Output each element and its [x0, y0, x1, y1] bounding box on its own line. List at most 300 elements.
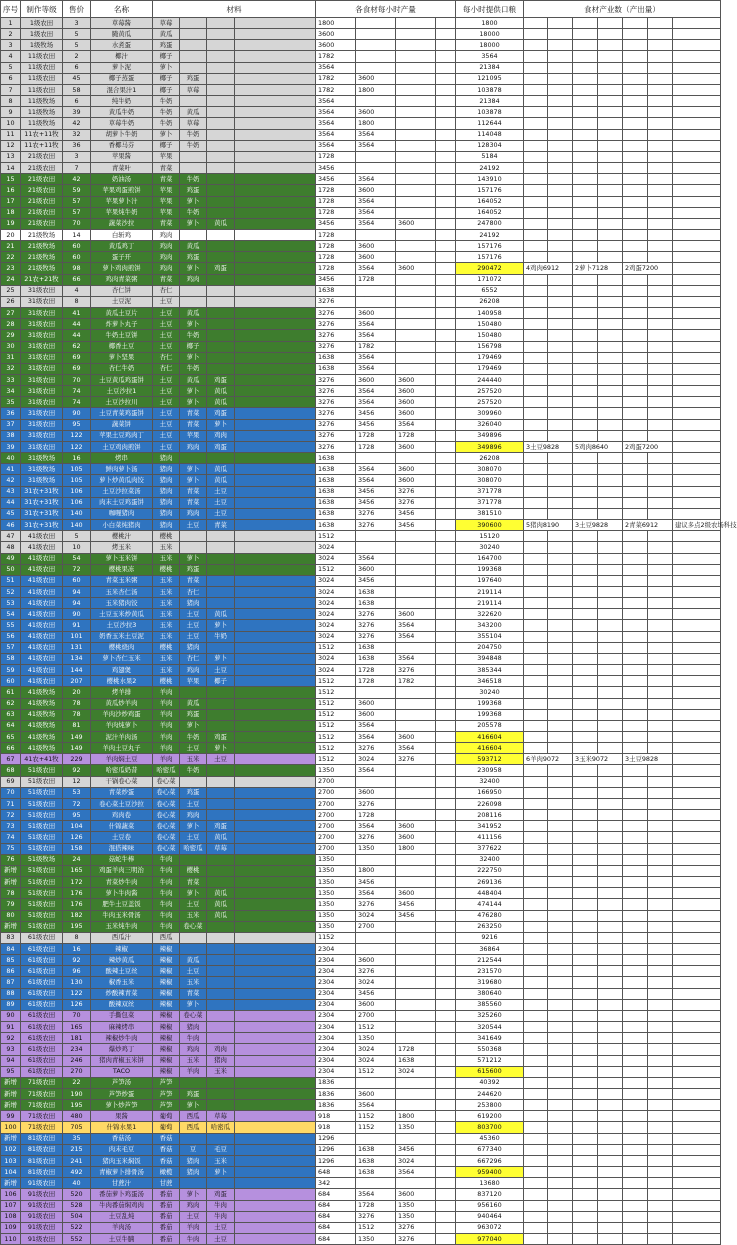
- row-price: 122: [63, 441, 91, 452]
- table-row: [1, 497, 721, 508]
- row-note-empty: [573, 1155, 598, 1166]
- row-output-1: 3564: [316, 118, 356, 129]
- row-price: 60: [63, 241, 91, 252]
- row-id: 91: [1, 1022, 21, 1033]
- row-material-2: 猪肉: [180, 642, 207, 653]
- row-output-3: 3456: [396, 508, 436, 519]
- row-note-empty: [573, 564, 598, 575]
- row-output-3: [396, 586, 436, 597]
- row-price: 182: [63, 910, 91, 921]
- row-material-spacer: [235, 508, 316, 519]
- row-price: 149: [63, 732, 91, 743]
- row-hourly-ration: 257520: [456, 386, 524, 397]
- header-name: 名称: [91, 1, 153, 18]
- row-material-spacer: [235, 29, 316, 40]
- row-note-empty: [524, 118, 548, 129]
- row-output-2: 3600: [356, 107, 396, 118]
- row-note-empty: [673, 854, 721, 865]
- row-note-empty: [648, 73, 673, 84]
- row-note-empty: [524, 29, 548, 40]
- row-output-3: 1782: [396, 676, 436, 687]
- row-id: 90: [1, 1010, 21, 1021]
- row-price: 16: [63, 453, 91, 464]
- row-id: 72: [1, 810, 21, 821]
- row-note-1: 5猪肉8190: [524, 520, 573, 531]
- row-material-3: [207, 229, 235, 240]
- row-output-1: 3276: [316, 441, 356, 452]
- row-output-spacer: [436, 486, 456, 497]
- row-material-3: [207, 709, 235, 720]
- row-output-spacer: [436, 1010, 456, 1021]
- row-name: 萝卜泥: [91, 62, 153, 73]
- row-id: 108: [1, 1211, 21, 1222]
- row-note-empty: [524, 865, 548, 876]
- row-note-empty: [673, 810, 721, 821]
- row-note-empty: [648, 609, 673, 620]
- row-hourly-ration: 6552: [456, 285, 524, 296]
- table-row: [1, 185, 721, 196]
- row-material-2: 苹果: [180, 676, 207, 687]
- row-note-empty: [524, 375, 548, 386]
- row-output-spacer: [436, 620, 456, 631]
- row-level: 31级农田: [21, 308, 63, 319]
- row-note-empty: [524, 709, 548, 720]
- row-note-empty: [623, 508, 648, 519]
- row-output-2: 3564: [356, 363, 396, 374]
- row-output-1: 2700: [316, 843, 356, 854]
- row-name: 土豆泥: [91, 296, 153, 307]
- row-note-empty: [648, 1055, 673, 1066]
- row-note-empty: [598, 1022, 623, 1033]
- row-note-empty: [648, 29, 673, 40]
- row-note-empty: [623, 62, 648, 73]
- row-material-1: 草莓: [153, 18, 180, 29]
- row-note-4: [673, 754, 721, 765]
- row-note-empty: [648, 865, 673, 876]
- row-note-empty: [524, 966, 548, 977]
- row-note-empty: [598, 453, 623, 464]
- row-note-empty: [548, 921, 573, 932]
- row-note-empty: [598, 1077, 623, 1088]
- row-material-3: [207, 877, 235, 888]
- row-material-3: 鸡蛋: [207, 821, 235, 832]
- table-row: [1, 363, 721, 374]
- row-note-empty: [524, 1089, 548, 1100]
- row-material-2: 萝卜: [180, 475, 207, 486]
- row-name: 泥汁羊肉汤: [91, 732, 153, 743]
- row-note-empty: [548, 285, 573, 296]
- row-note-empty: [598, 84, 623, 95]
- table-row: [1, 977, 721, 988]
- row-output-3: [396, 241, 436, 252]
- row-material-3: [207, 1100, 235, 1111]
- row-id: 39: [1, 441, 21, 452]
- row-material-spacer: [235, 174, 316, 185]
- row-material-2: 土豆: [180, 798, 207, 809]
- row-material-spacer: [235, 263, 316, 274]
- header-price: 售价: [63, 1, 91, 18]
- row-id: 36: [1, 408, 21, 419]
- row-note-empty: [648, 1122, 673, 1133]
- row-output-1: 3276: [316, 375, 356, 386]
- row-level: 51级农田: [21, 843, 63, 854]
- row-note-empty: [648, 943, 673, 954]
- row-note-empty: [524, 676, 548, 687]
- row-note-empty: [673, 285, 721, 296]
- row-level: 91级农田: [21, 1200, 63, 1211]
- row-note-empty: [673, 653, 721, 664]
- row-note-empty: [524, 720, 548, 731]
- row-material-3: 土豆: [207, 486, 235, 497]
- row-name: 青菜叶: [91, 163, 153, 174]
- row-note-empty: [623, 843, 648, 854]
- row-material-2: 羊肉: [180, 1066, 207, 1077]
- row-level: 31级牧场: [21, 464, 63, 475]
- row-material-1: 土豆: [153, 386, 180, 397]
- row-id: 14: [1, 163, 21, 174]
- row-hourly-ration: 615600: [456, 1066, 524, 1077]
- row-output-1: 3024: [316, 598, 356, 609]
- row-note-empty: [548, 732, 573, 743]
- row-price: 60: [63, 252, 91, 263]
- row-material-spacer: [235, 988, 316, 999]
- row-note-empty: [598, 408, 623, 419]
- row-output-spacer: [436, 497, 456, 508]
- row-note-empty: [673, 899, 721, 910]
- row-note-empty: [598, 1189, 623, 1200]
- row-note-empty: [548, 877, 573, 888]
- row-material-2: [180, 531, 207, 542]
- row-note-empty: [623, 1022, 648, 1033]
- row-note-empty: [548, 1211, 573, 1222]
- row-note-empty: [524, 743, 548, 754]
- row-level: 51级农田: [21, 910, 63, 921]
- row-material-2: [180, 151, 207, 162]
- row-id: 49: [1, 553, 21, 564]
- table-row: [1, 765, 721, 776]
- row-note-empty: [673, 84, 721, 95]
- table-row: [1, 932, 721, 943]
- row-material-spacer: [235, 497, 316, 508]
- row-material-1: 番茄: [153, 1200, 180, 1211]
- row-note-empty: [598, 1111, 623, 1122]
- row-material-2: 牛肉: [180, 1234, 207, 1245]
- row-note-empty: [573, 698, 598, 709]
- row-id: 76: [1, 854, 21, 865]
- row-note-4: 建议多点2级农场科技: [673, 520, 721, 531]
- row-material-1: 番茄: [153, 1234, 180, 1245]
- row-note-empty: [548, 330, 573, 341]
- row-output-2: [356, 453, 396, 464]
- row-price: 92: [63, 955, 91, 966]
- row-material-spacer: [235, 999, 316, 1010]
- row-hourly-ration: 355104: [456, 631, 524, 642]
- row-material-3: [207, 341, 235, 352]
- row-material-1: 芦笋: [153, 1089, 180, 1100]
- row-note-empty: [598, 720, 623, 731]
- row-material-2: 土豆: [180, 966, 207, 977]
- row-output-2: 1638: [356, 586, 396, 597]
- row-level: 61级农田: [21, 1022, 63, 1033]
- row-name: 萝卜鸡肉煎饼: [91, 263, 153, 274]
- row-material-spacer: [235, 676, 316, 687]
- row-note-empty: [598, 497, 623, 508]
- row-output-spacer: [436, 732, 456, 743]
- row-note-empty: [598, 821, 623, 832]
- row-name: 酸辣土豆丝: [91, 966, 153, 977]
- row-hourly-ration: 18000: [456, 40, 524, 51]
- row-output-2: 3564: [356, 1189, 396, 1200]
- row-output-3: 3024: [396, 1155, 436, 1166]
- row-material-2: 牛奶: [180, 174, 207, 185]
- row-note-empty: [548, 51, 573, 62]
- row-output-3: 3456: [396, 520, 436, 531]
- row-name: 辣椒炒牛肉: [91, 1033, 153, 1044]
- row-name: 菇蛇牛棒: [91, 854, 153, 865]
- row-price: 40: [63, 1178, 91, 1189]
- row-note-empty: [673, 252, 721, 263]
- row-name: 干锅卷心菜: [91, 776, 153, 787]
- row-price: 95: [63, 419, 91, 430]
- row-note-empty: [573, 218, 598, 229]
- row-level: 21级农田: [21, 151, 63, 162]
- row-output-spacer: [436, 84, 456, 95]
- row-id: 103: [1, 1155, 21, 1166]
- row-material-3: [207, 553, 235, 564]
- table-row: [1, 1055, 721, 1066]
- row-material-3: [207, 720, 235, 731]
- row-output-2: 3564: [356, 464, 396, 475]
- row-output-2: 3276: [356, 520, 396, 531]
- row-material-spacer: [235, 765, 316, 776]
- row-note-empty: [548, 743, 573, 754]
- row-output-3: 1350: [396, 1200, 436, 1211]
- row-note-empty: [648, 18, 673, 29]
- row-note-empty: [598, 1211, 623, 1222]
- row-price: 130: [63, 977, 91, 988]
- row-output-1: 1512: [316, 642, 356, 653]
- row-note-empty: [548, 218, 573, 229]
- row-note-empty: [648, 765, 673, 776]
- row-material-3: 黄瓜: [207, 888, 235, 899]
- row-note-empty: [648, 977, 673, 988]
- table-row: [1, 776, 721, 787]
- row-note-empty: [548, 888, 573, 899]
- row-price: 44: [63, 319, 91, 330]
- row-price: 94: [63, 598, 91, 609]
- row-output-3: 1728: [396, 1044, 436, 1055]
- row-material-1: 杏仁: [153, 285, 180, 296]
- row-note-empty: [524, 899, 548, 910]
- row-note-empty: [548, 397, 573, 408]
- row-note-empty: [548, 1189, 573, 1200]
- row-output-spacer: [436, 542, 456, 553]
- row-name: 黄瓜炒羊肉: [91, 698, 153, 709]
- row-material-1: 青菜: [153, 218, 180, 229]
- row-material-2: [180, 542, 207, 553]
- row-note-empty: [548, 955, 573, 966]
- table-row: [1, 96, 721, 107]
- row-output-spacer: [436, 408, 456, 419]
- row-output-1: 1512: [316, 754, 356, 765]
- row-hourly-ration: 164052: [456, 196, 524, 207]
- table-row: [1, 676, 721, 687]
- row-note-empty: [673, 1022, 721, 1033]
- row-name: 樱桃汁: [91, 531, 153, 542]
- row-price: 7: [63, 163, 91, 174]
- row-note-empty: [648, 497, 673, 508]
- row-note-empty: [623, 1077, 648, 1088]
- row-output-1: 3600: [316, 29, 356, 40]
- row-material-3: 玉米: [207, 1066, 235, 1077]
- row-hourly-ration: 164052: [456, 207, 524, 218]
- row-output-3: 3600: [396, 732, 436, 743]
- row-output-spacer: [436, 397, 456, 408]
- row-output-3: [396, 308, 436, 319]
- row-note-empty: [673, 319, 721, 330]
- row-output-2: 3564: [356, 720, 396, 731]
- row-id: 5: [1, 62, 21, 73]
- row-note-empty: [623, 810, 648, 821]
- row-material-2: [180, 40, 207, 51]
- row-name: 鸡肉卷: [91, 810, 153, 821]
- row-material-1: 猪肉: [153, 508, 180, 519]
- row-output-1: 1350: [316, 854, 356, 865]
- row-material-spacer: [235, 40, 316, 51]
- row-note-empty: [648, 1100, 673, 1111]
- row-note-empty: [648, 1033, 673, 1044]
- row-note-empty: [548, 709, 573, 720]
- row-note-empty: [598, 140, 623, 151]
- row-material-3: [207, 575, 235, 586]
- row-name: 羊肉焖土豆: [91, 754, 153, 765]
- row-output-1: 1728: [316, 207, 356, 218]
- row-note-empty: [673, 140, 721, 151]
- row-output-3: 1800: [396, 1111, 436, 1122]
- row-note-empty: [598, 899, 623, 910]
- row-note-empty: [673, 553, 721, 564]
- row-hourly-ration: 13680: [456, 1178, 524, 1189]
- row-material-1: 土豆: [153, 408, 180, 419]
- row-id: 50: [1, 564, 21, 575]
- row-material-3: 鸡肉: [207, 430, 235, 441]
- row-output-1: 684: [316, 1211, 356, 1222]
- row-note-empty: [623, 542, 648, 553]
- row-material-spacer: [235, 107, 316, 118]
- row-price: 91: [63, 620, 91, 631]
- row-material-2: 牛奶: [180, 732, 207, 743]
- row-note-empty: [673, 966, 721, 977]
- row-material-1: 羊肉: [153, 720, 180, 731]
- row-note-empty: [598, 464, 623, 475]
- row-output-3: [396, 810, 436, 821]
- row-note-empty: [573, 408, 598, 419]
- row-note-empty: [648, 1144, 673, 1155]
- row-level: 41级农田: [21, 598, 63, 609]
- row-material-2: [180, 29, 207, 40]
- row-note-empty: [524, 18, 548, 29]
- table-row: [1, 1033, 721, 1044]
- row-output-1: 1782: [316, 84, 356, 95]
- row-note-empty: [673, 508, 721, 519]
- row-output-3: 3564: [396, 653, 436, 664]
- row-level: 61级农田: [21, 977, 63, 988]
- row-output-2: 2700: [356, 921, 396, 932]
- row-output-1: 3024: [316, 665, 356, 676]
- row-hourly-ration: 204750: [456, 642, 524, 653]
- row-note-empty: [524, 1211, 548, 1222]
- row-output-3: [396, 798, 436, 809]
- row-material-3: [207, 586, 235, 597]
- row-output-spacer: [436, 598, 456, 609]
- row-output-1: 3564: [316, 129, 356, 140]
- row-output-spacer: [436, 207, 456, 218]
- row-note-empty: [623, 665, 648, 676]
- row-price: 520: [63, 1189, 91, 1200]
- row-note-empty: [648, 1066, 673, 1077]
- row-material-2: 玉米: [180, 1055, 207, 1066]
- row-material-spacer: [235, 631, 316, 642]
- row-output-3: 1350: [396, 1122, 436, 1133]
- row-note-empty: [598, 397, 623, 408]
- row-note-empty: [598, 932, 623, 943]
- row-note-empty: [548, 631, 573, 642]
- row-material-spacer: [235, 118, 316, 129]
- row-note-empty: [573, 1055, 598, 1066]
- row-material-spacer: [235, 96, 316, 107]
- row-output-1: 1728: [316, 252, 356, 263]
- row-output-3: [396, 129, 436, 140]
- row-note-empty: [623, 174, 648, 185]
- row-name: 蔬菜沙拉: [91, 218, 153, 229]
- row-note-empty: [548, 241, 573, 252]
- row-material-1: 玉米: [153, 631, 180, 642]
- row-hourly-ration: 3564: [456, 51, 524, 62]
- row-output-1: 3276: [316, 430, 356, 441]
- row-note-empty: [598, 943, 623, 954]
- row-note-empty: [524, 932, 548, 943]
- row-note-empty: [648, 586, 673, 597]
- row-material-1: 土豆: [153, 341, 180, 352]
- row-material-3: [207, 363, 235, 374]
- row-note-3: 2青菜6912: [623, 520, 673, 531]
- row-price: 165: [63, 1022, 91, 1033]
- row-name: 椰汁: [91, 51, 153, 62]
- row-material-spacer: [235, 1155, 316, 1166]
- row-note-empty: [623, 899, 648, 910]
- row-material-spacer: [235, 196, 316, 207]
- row-output-2: 3600: [356, 698, 396, 709]
- row-output-spacer: [436, 1122, 456, 1133]
- row-note-empty: [648, 921, 673, 932]
- row-output-2: 3564: [356, 475, 396, 486]
- row-note-empty: [598, 508, 623, 519]
- row-note-empty: [673, 932, 721, 943]
- row-price: 101: [63, 631, 91, 642]
- row-material-3: [207, 296, 235, 307]
- row-output-1: 1782: [316, 73, 356, 84]
- row-note-empty: [623, 84, 648, 95]
- row-note-empty: [673, 1200, 721, 1211]
- row-output-1: 1512: [316, 531, 356, 542]
- row-name: 什锦蔬菜: [91, 821, 153, 832]
- row-output-spacer: [436, 787, 456, 798]
- row-output-1: 1728: [316, 196, 356, 207]
- row-material-spacer: [235, 966, 316, 977]
- row-note-empty: [623, 598, 648, 609]
- row-material-2: 苹果: [180, 430, 207, 441]
- row-note-empty: [573, 943, 598, 954]
